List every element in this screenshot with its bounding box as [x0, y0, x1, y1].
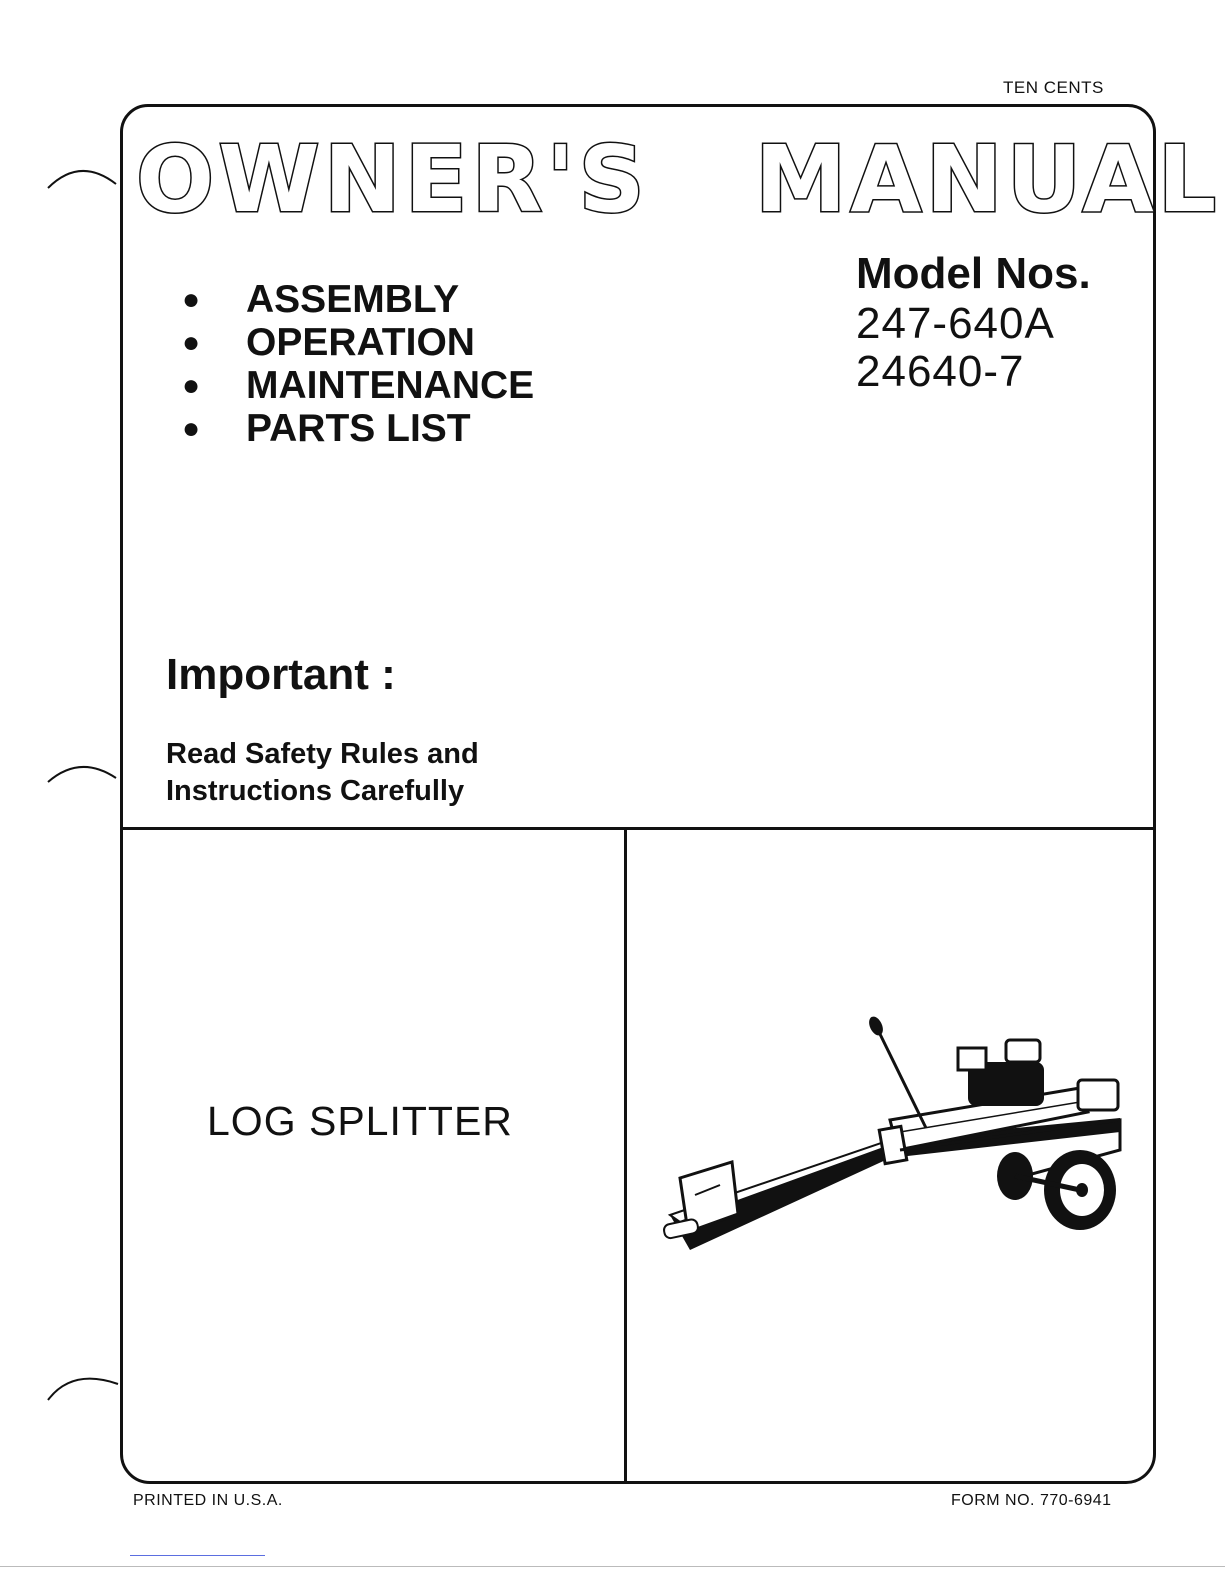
- list-item: [182, 321, 534, 364]
- product-name: LOG SPLITTER: [207, 1098, 513, 1144]
- scan-edge-mark: [130, 1555, 265, 1556]
- manual-title: [136, 126, 1221, 233]
- model-label: Model Nos.: [856, 249, 1091, 298]
- list-item-label: PARTS LIST: [246, 407, 471, 450]
- important-heading: Important :: [166, 650, 396, 699]
- control-lever-icon: [878, 1030, 926, 1128]
- list-item-label: ASSEMBLY: [246, 278, 460, 321]
- bullet-icon: ●: [182, 369, 201, 402]
- bullet-icon: ●: [182, 412, 201, 445]
- frame-divider-vertical: [624, 828, 627, 1482]
- list-item: [182, 278, 534, 321]
- model-number: 247-640A: [856, 299, 1055, 348]
- punch-hole-mark-icon: [40, 752, 120, 792]
- safety-line: Read Safety Rules and: [166, 738, 479, 770]
- printed-in-label: PRINTED IN U.S.A.: [133, 1492, 283, 1509]
- title-word-owners: OWNER'S: [136, 126, 649, 233]
- contents-list: [182, 278, 534, 450]
- safety-line: Instructions Carefully: [166, 775, 465, 807]
- frame-divider-horizontal: [120, 827, 1156, 830]
- list-item: [182, 407, 534, 450]
- list-item-label: MAINTENANCE: [246, 364, 535, 407]
- bullet-icon: ●: [182, 283, 201, 316]
- model-number: 24640-7: [856, 347, 1025, 396]
- safety-notice: [166, 736, 479, 810]
- form-number: FORM NO. 770-6941: [951, 1492, 1112, 1509]
- list-item: [182, 364, 534, 407]
- punch-hole-mark-icon: [40, 160, 120, 200]
- list-item-label: OPERATION: [246, 321, 475, 364]
- page-bottom-rule: [0, 1566, 1225, 1567]
- bullet-icon: ●: [182, 326, 201, 359]
- price-label: TEN CENTS: [1003, 78, 1104, 97]
- model-numbers: [856, 248, 1091, 396]
- log-splitter-illustration: [650, 1000, 1130, 1300]
- title-word-manual: MANUAL: [754, 126, 1221, 233]
- punch-hole-mark-icon: [40, 1362, 120, 1402]
